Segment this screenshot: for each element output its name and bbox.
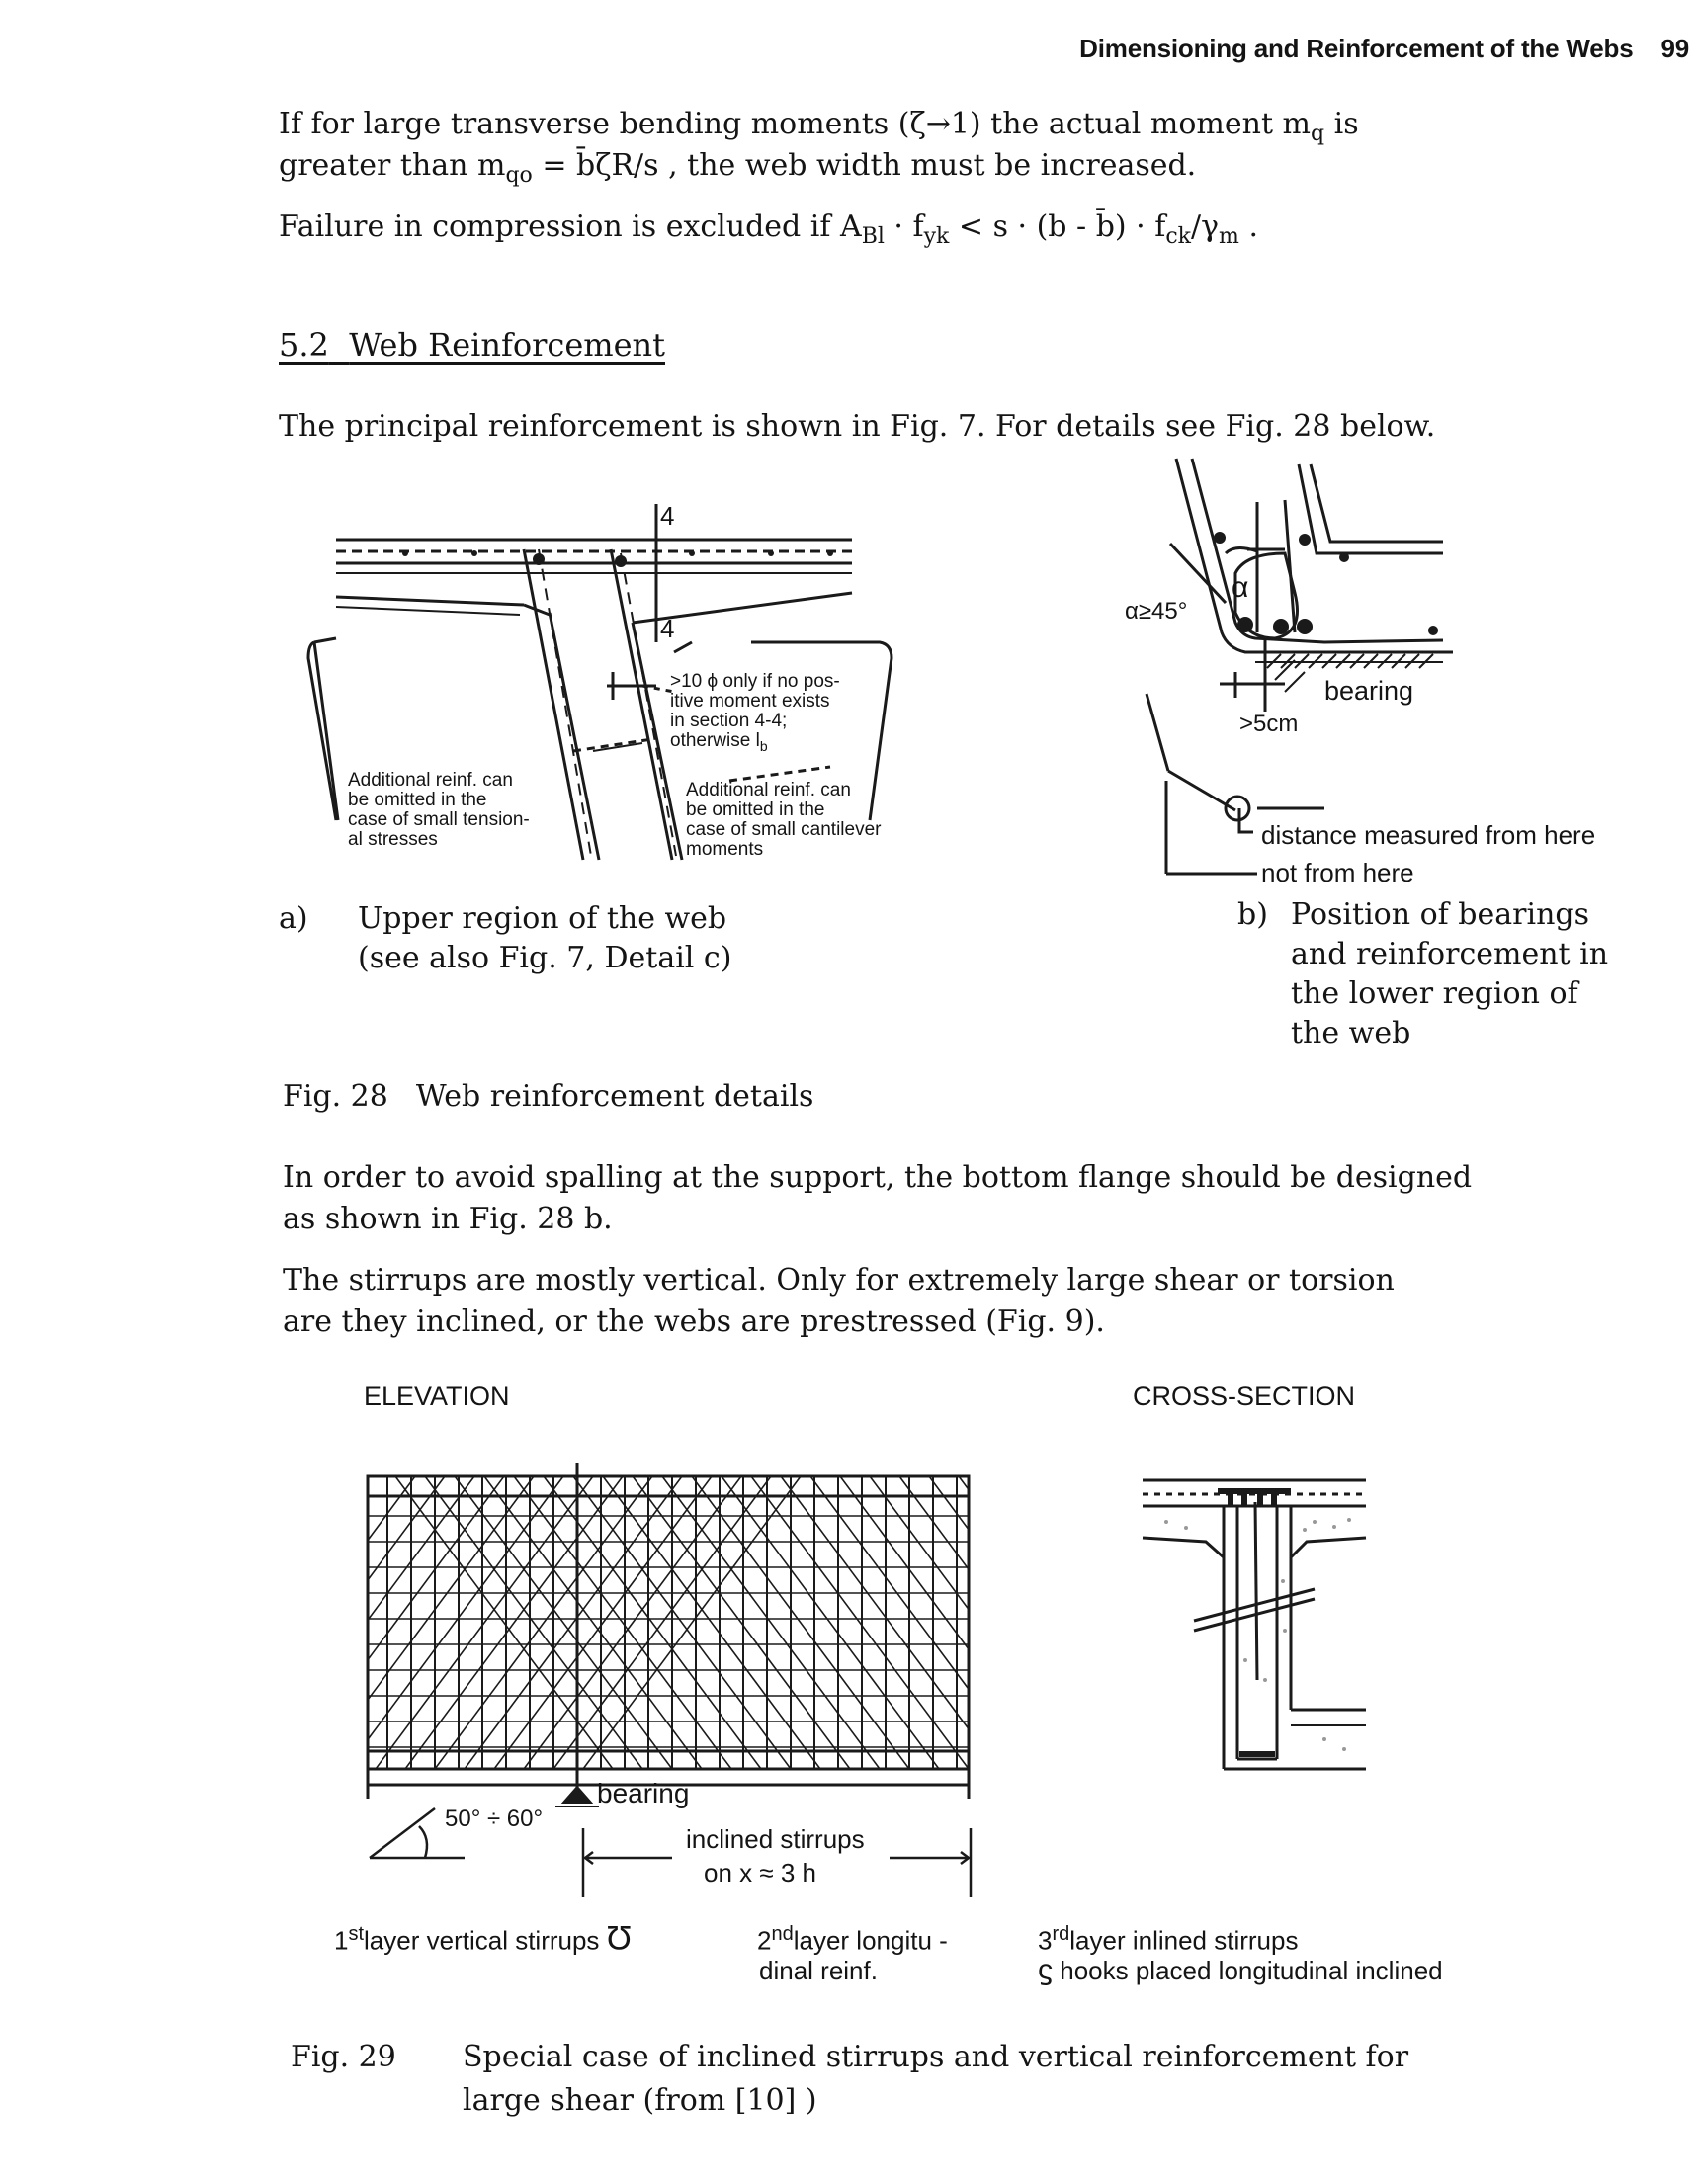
fig29-bearing: bearing: [597, 1778, 690, 1808]
paragraph-spalling-2: as shown in Fig. 28 b.: [283, 1202, 613, 1236]
intro-line-3: Failure in compression is excluded if $A_{Bl} \cdot f_{yk} < s \cdot (b$ - b̄) · $f_{ck}/\gamma_m$ .: [279, 210, 1258, 249]
inclined-stirrups-length: on x ≈ 3 h: [704, 1858, 817, 1888]
section-mark-bottom: 4: [660, 614, 675, 643]
section-heading: 5.2 Web Reinforcement: [279, 326, 665, 364]
paragraph-spalling-1: In order to avoid spalling at the support, the bottom flange should be designed: [283, 1160, 1473, 1195]
not-from-here: not from here: [1261, 858, 1414, 887]
angle-alpha: α: [1232, 571, 1249, 604]
angle-range: 50° ÷ 60°: [445, 1806, 544, 1832]
page-number: 99: [1660, 34, 1689, 63]
angle-rule: α≥45°: [1125, 598, 1188, 625]
fig28a-rule-label: >10 ϕ only if no pos- itive moment exists in section 4-4; otherwise $l_b$: [670, 671, 840, 754]
intro-line-1: If for large transverse bending moments (ζ→1) the actual moment $m_q$ is: [279, 107, 1359, 146]
fig28a-left-note: Additional reinf. can be omitted in the case of small tension- al stresses: [348, 770, 530, 850]
fig28a-right-note: Additional reinf. can be omitted in the case of small cantilever moments: [686, 780, 882, 860]
layer2-label: 2ndlayer longitu - dinal reinf.: [757, 1923, 948, 1985]
section-mark-top: 4: [660, 501, 675, 531]
cross-section-label: CROSS-SECTION: [1133, 1382, 1356, 1411]
elevation-label: ELEVATION: [364, 1382, 510, 1411]
intro-line-2: greater than $m_{qo}$ = b̄ζR/s , the web width must be increased.: [279, 148, 1197, 188]
inclined-stirrups-label: inclined stirrups: [686, 1824, 865, 1854]
fig28-caption: Fig. 28 Web reinforcement details: [283, 1079, 814, 1114]
fig28a-caption: a) Upper region of the web (see also Fig. 7, Detail c): [279, 901, 732, 975]
paragraph-stirrups-1: The stirrups are mostly vertical. Only for extremely large shear or torsion: [283, 1263, 1395, 1298]
fig29-caption: Fig. 29 Special case of inclined stirrups and vertical reinforcement for large shear (from [10] ): [291, 2040, 1409, 2118]
paragraph-stirrups-2: are they inclined, or the webs are prestressed (Fig. 9).: [283, 1304, 1105, 1339]
fig28b-caption: b) Position of bearings and reinforcement in the lower region of the web: [1237, 897, 1609, 1050]
distance-measured: distance measured from here: [1261, 820, 1596, 850]
layer1-label: 1stlayer vertical stirrups Ʊ: [334, 1919, 633, 1958]
layer3-label: 3rdlayer inlined stirrups ϛ hooks placed longitudinal inclined: [1038, 1923, 1443, 1986]
fig28b-bearing: bearing: [1324, 676, 1414, 706]
min-distance: >5cm: [1239, 711, 1299, 737]
running-title: Dimensioning and Reinforcement of the Webs: [1079, 34, 1634, 63]
paragraph-principal-reinforcement: The principal reinforcement is shown in Fig. 7. For details see Fig. 28 below.: [279, 409, 1436, 444]
